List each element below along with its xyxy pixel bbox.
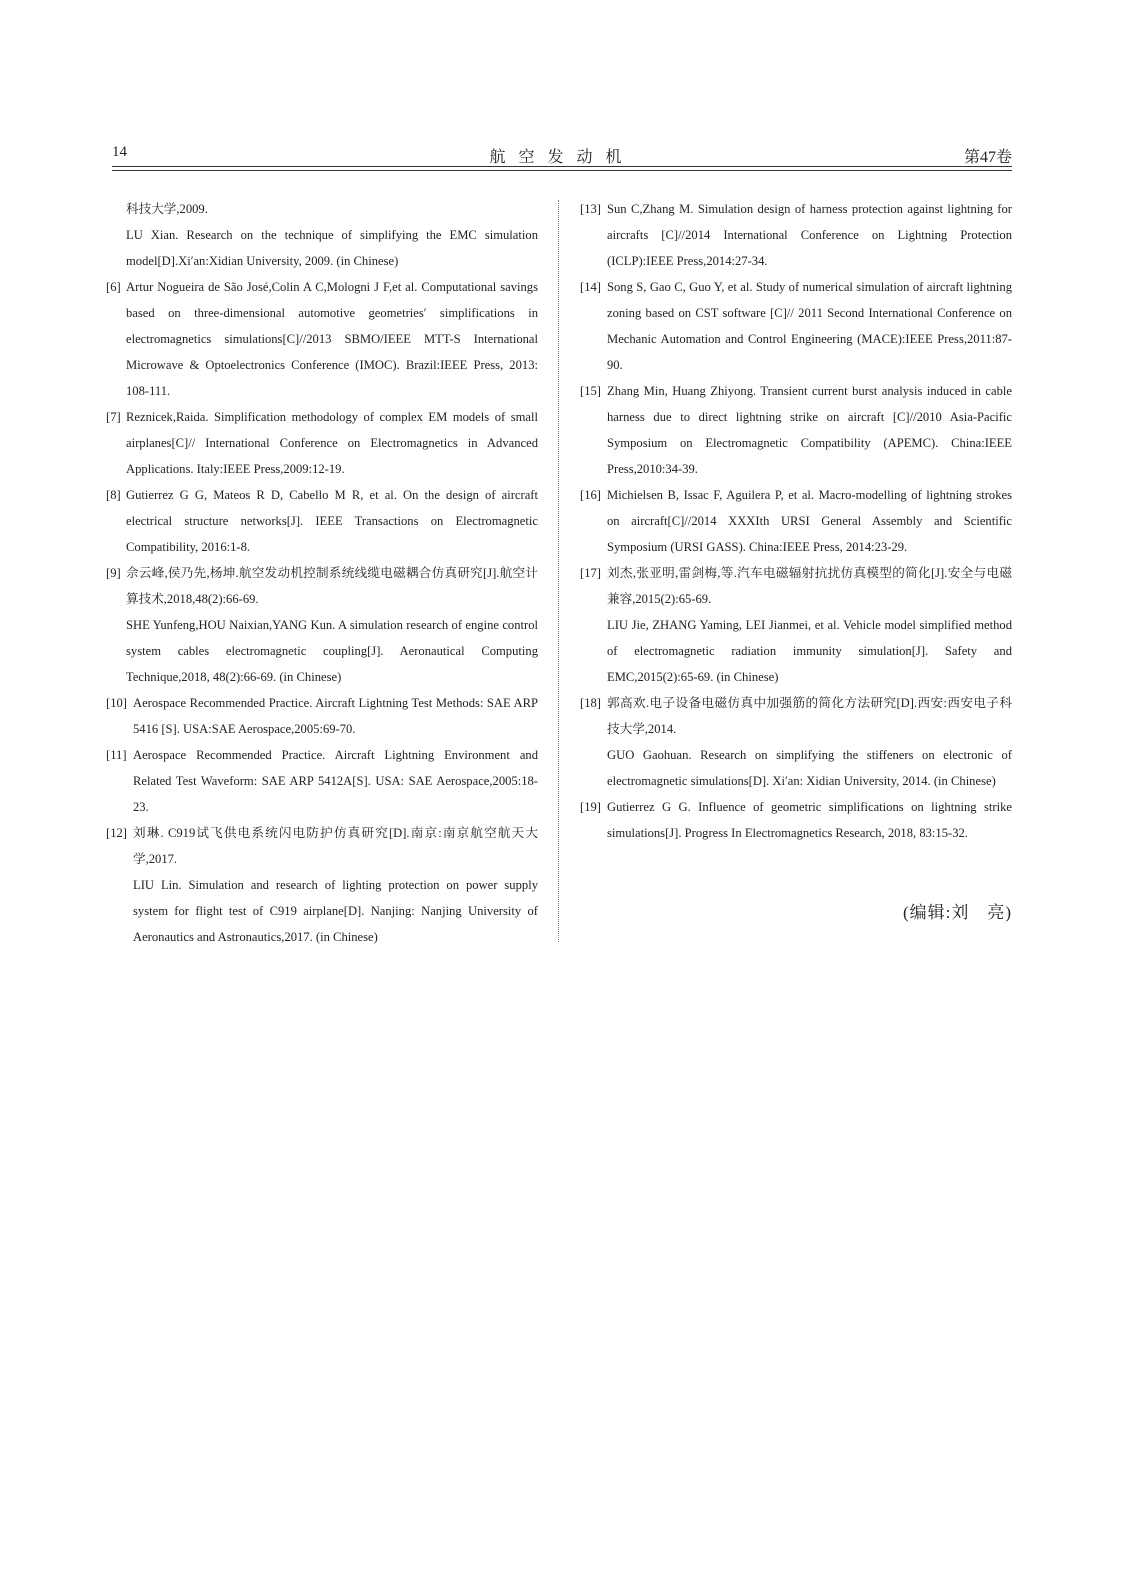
- reference-line: Aerospace Recommended Practice. Aircraft Lightning Environment and Related Test Waveform: SAE ARP 5412A[S]. USA: SAE Aerospace,2005:18-23.: [133, 748, 538, 814]
- reference-line: Sun C,Zhang M. Simulation design of harness protection against lightning for aircrafts [C]//2014 International Conference on Lightning Protection (ICLP):IEEE Press,2014:27-34.: [607, 202, 1012, 268]
- reference-line: 佘云峰,侯乃先,杨坤.航空发动机控制系统线缆电磁耦合仿真研究[J].航空计算技术,2018,48(2):66-69.: [126, 566, 538, 606]
- reference-9: [106, 560, 538, 690]
- reference-number: [10]: [106, 696, 127, 710]
- volume-label: 第47卷: [963, 149, 1012, 166]
- reference-6: [106, 274, 538, 404]
- reference-number: [11]: [106, 748, 127, 762]
- header-rule-thin: [112, 170, 1012, 171]
- reference-line: SHE Yunfeng,HOU Naixian,YANG Kun. A simulation research of engine control system cables electromagnetic coupling[J]. Aeronautical Computing Technique,2018, 48(2):66-69. (in Chinese): [126, 618, 538, 684]
- reference-line: Song S, Gao C, Guo Y, et al. Study of numerical simulation of aircraft lightning zoning based on CST software [C]// 2011 Second International Conference on Mechanic Automation and Control Engineering (MACE):IEEE Press,2011:87-90.: [607, 280, 1012, 372]
- reference-number: [13]: [580, 202, 601, 216]
- header-rule-thick: [112, 166, 1012, 167]
- references-left-column: [106, 196, 538, 950]
- reference-line: 科技大学,2009.: [126, 202, 208, 216]
- reference-number: [18]: [580, 696, 601, 710]
- reference-line: Gutierrez G G. Influence of geometric simplifications on lightning strike simulations[J]. Progress In Electromagnetics Research, 2018, 83:15-32.: [607, 800, 1012, 840]
- reference-line: Gutierrez G G, Mateos R D, Cabello M R, et al. On the design of aircraft electrical structure networks[J]. IEEE Transactions on Electromagnetic Compatibility, 2016:1-8.: [126, 488, 538, 554]
- reference-13: [580, 196, 1012, 274]
- reference-number: [12]: [106, 826, 127, 840]
- running-header: [112, 144, 1012, 164]
- reference-line: Michielsen B, Issac F, Aguilera P, et al. Macro-modelling of lightning strokes on aircraft[C]//2014 XXXIth URSI General Assembly and Scientific Symposium (URSI GASS). China:IEEE Press, 2014:23-29.: [607, 488, 1012, 554]
- journal-title: 航空发动机: [489, 149, 635, 166]
- reference-15: [580, 378, 1012, 482]
- reference-line: Artur Nogueira de São José,Colin A C,Mologni J F,et al. Computational savings based on three-dimensional automotive geometries′ simplifications in electromagnetics simulations[C]//2013 SBMO/IEEE MTT-S International Microwave & Optoelectronics Conference (IMOC). Brazil:IEEE Press, 2013: 108-111.: [126, 280, 538, 398]
- reference-number: [14]: [580, 280, 601, 294]
- column-divider: [558, 200, 559, 942]
- reference-16: [580, 482, 1012, 560]
- reference-12: [106, 820, 538, 950]
- editor-note: (编辑:刘 亮): [902, 903, 1012, 922]
- reference-line: Reznicek,Raida. Simplification methodology of complex EM models of small airplanes[C]// International Conference on Electromagnetics in Advanced Applications. Italy:IEEE Press,2009:12-19.: [126, 410, 538, 476]
- reference-line: LIU Lin. Simulation and research of lighting protection on power supply system for flight test of C919 airplane[D]. Nanjing: Nanjing University of Aeronautics and Astronautics,2017. (in Chinese): [133, 878, 538, 944]
- reference-19: [580, 794, 1012, 846]
- reference-14: [580, 274, 1012, 378]
- reference-line: Aerospace Recommended Practice. Aircraft Lightning Test Methods: SAE ARP 5416 [S]. USA:SAE Aerospace,2005:69-70.: [133, 696, 538, 736]
- reference-number: [9]: [106, 566, 121, 580]
- reference-17: [580, 560, 1012, 690]
- reference-line: 刘杰,张亚明,雷剑梅,等.汽车电磁辐射抗扰仿真模型的简化[J].安全与电磁兼容,2015(2):65-69.: [607, 566, 1012, 606]
- reference-18: [580, 690, 1012, 794]
- reference-7: [106, 404, 538, 482]
- reference-line: LU Xian. Research on the technique of simplifying the EMC simulation model[D].Xi′an:Xidian University, 2009. (in Chinese): [126, 228, 538, 268]
- reference-number: [6]: [106, 280, 121, 294]
- reference-line: GUO Gaohuan. Research on simplifying the stiffeners on electronic of electromagnetic simulations[D]. Xi′an: Xidian University, 2014. (in Chinese): [607, 748, 1012, 788]
- reference-8: [106, 482, 538, 560]
- references-right-column: [580, 196, 1012, 846]
- page-number: 14: [112, 144, 127, 160]
- reference-11: [106, 742, 538, 820]
- reference-number: [17]: [580, 566, 601, 580]
- reference-number: [8]: [106, 488, 121, 502]
- reference-line: 郭高欢.电子设备电磁仿真中加强筋的简化方法研究[D].西安:西安电子科技大学,2014.: [607, 696, 1012, 736]
- reference-line: Zhang Min, Huang Zhiyong. Transient current burst analysis induced in cable harness due to direct lightning strike on aircraft [C]//2010 Asia-Pacific Symposium on Electromagnetic Compatibility (APEMC). China:IEEE Press,2010:34-39.: [607, 384, 1012, 476]
- reference-number: [16]: [580, 488, 601, 502]
- reference-line: LIU Jie, ZHANG Yaming, LEI Jianmei, et al. Vehicle model simplified method of electromagnetic radiation immunity simulation[J]. Safety and EMC,2015(2):65-69. (in Chinese): [607, 618, 1012, 684]
- reference-line: 刘琳. C919试飞供电系统闪电防护仿真研究[D].南京:南京航空航天大学,2017.: [133, 826, 538, 866]
- reference-5-continued: [106, 196, 538, 274]
- reference-number: [15]: [580, 384, 601, 398]
- reference-number: [19]: [580, 800, 601, 814]
- reference-number: [7]: [106, 410, 121, 424]
- reference-10: [106, 690, 538, 742]
